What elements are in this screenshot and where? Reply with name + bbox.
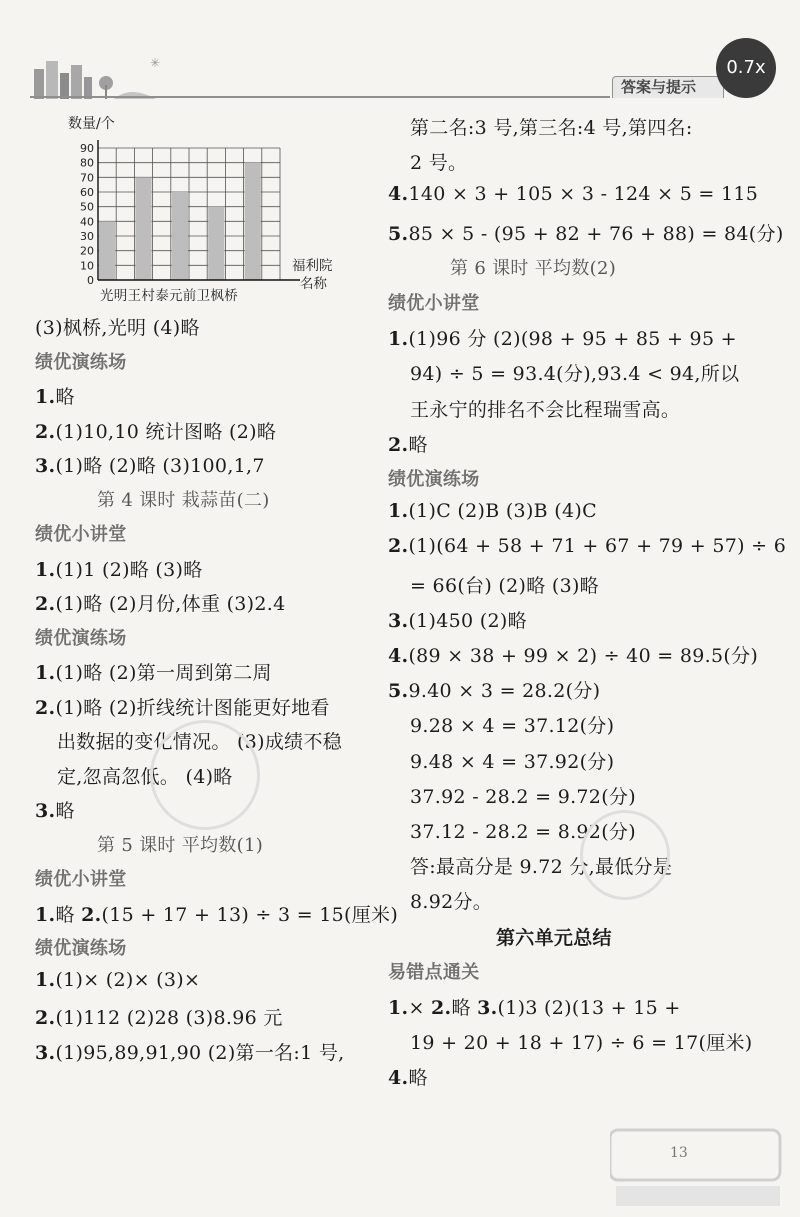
page-header <box>0 0 800 110</box>
item-text: (1)112 (2)28 (3)8.96 元 <box>55 1007 283 1029</box>
answer-continuation <box>410 1028 753 1055</box>
item-text: 略 <box>408 433 428 456</box>
section-heading <box>35 934 127 960</box>
item-number: 2. <box>388 433 409 456</box>
item-text: (1)略 (2)折线统计图能更好地看 <box>55 696 330 719</box>
item-text: 略 <box>408 1067 428 1090</box>
answer-item <box>388 324 737 351</box>
answer-item <box>388 641 758 668</box>
answer-item <box>388 183 758 205</box>
item-text: 略 <box>55 800 75 822</box>
answer-item <box>35 658 272 685</box>
x-axis-label-line2: 名称 <box>300 276 327 292</box>
answer-item <box>35 555 203 582</box>
y-tick-label: 0 <box>87 274 94 287</box>
item-text: 绩优演练场 <box>35 351 127 373</box>
answer-item <box>35 900 398 927</box>
item-text: 出数据的变化情况。 (3)成绩不稳 <box>57 731 343 753</box>
item-text: 易错点通关 <box>388 961 480 983</box>
answer-item <box>388 535 786 557</box>
item-number: 2. <box>431 997 452 1019</box>
item-text: 第二名:3 号,第三名:4 号,第四名: <box>410 117 693 139</box>
item-text: 定,忽高忽低。 (4)略 <box>57 765 233 788</box>
x-category-labels: 光明王村泰元前卫枫桥 <box>100 288 238 304</box>
item-text: (1)(64 + 58 + 71 + 67 + 79 + 57) ÷ 6 <box>408 535 787 558</box>
bar-泰元 <box>172 192 188 280</box>
answer-continuation <box>410 395 680 422</box>
answer-continuation <box>410 148 467 175</box>
y-tick-label: 50 <box>80 200 94 214</box>
item-text: (1)3 (2)(13 + 15 + <box>497 997 681 1019</box>
item-text: (1)96 分 (2)(98 + 95 + 85 + 95 + <box>408 328 737 351</box>
item-text: 略 <box>451 997 478 1019</box>
item-number: 1. <box>388 997 409 1019</box>
bar-王村 <box>135 177 151 280</box>
answer-item <box>35 382 75 409</box>
item-text: 答:最高分是 9.72 分,最低分是 <box>410 856 673 879</box>
answer-continuation <box>410 747 614 774</box>
answer-item <box>388 430 428 457</box>
item-text: (1)略 (2)略 (3)100,1,7 <box>55 455 265 477</box>
answer-item <box>388 219 784 246</box>
section-heading <box>35 520 127 546</box>
item-text: (1)1 (2)略 (3)略 <box>55 558 203 581</box>
item-text: (1)× (2)× (3)× <box>55 968 201 991</box>
section-heading <box>35 865 127 891</box>
item-text: 第 4 课时 栽蒜苗(二) <box>97 489 270 511</box>
item-number: 1. <box>35 662 56 684</box>
answer-item <box>388 500 597 522</box>
y-tick-label: 90 <box>80 142 94 155</box>
page-number: 13 <box>670 1145 688 1161</box>
y-tick-label: 80 <box>80 156 94 170</box>
item-number: 1. <box>388 500 409 523</box>
header-tab: 答案与提示 <box>612 76 724 98</box>
item-number: 2. <box>35 1007 56 1029</box>
lesson-title <box>97 486 270 512</box>
section-heading <box>35 348 127 374</box>
section-heading <box>388 958 480 984</box>
answer-continuation <box>410 571 599 598</box>
item-number: 1. <box>35 386 56 408</box>
watermark-left <box>150 720 260 830</box>
item-text: 绩优演练场 <box>35 627 127 649</box>
item-text: 19 + 20 + 18 + 17) ÷ 6 = 17(厘米) <box>410 1032 753 1055</box>
item-text: 绩优演练场 <box>388 469 480 490</box>
bar-枫桥 <box>245 163 261 280</box>
answer-item <box>35 1038 345 1065</box>
item-number: 4. <box>388 645 409 667</box>
x-axis-label-line1: 福利院 <box>292 258 333 274</box>
bar-前卫 <box>208 207 224 280</box>
item-text: 94) ÷ 5 = 93.4(分),93.4 < 94,所以 <box>410 363 740 386</box>
svg-text:✳: ✳ <box>150 56 160 70</box>
item-number: 3. <box>35 800 56 822</box>
item-text: (1)10,10 统计图略 (2)略 <box>55 420 277 443</box>
item-text: 王永宁的排名不会比程瑞雪高。 <box>410 398 681 421</box>
item-number: 1. <box>388 328 409 351</box>
item-number: 2. <box>81 903 102 926</box>
answer-logo-icon <box>610 1120 785 1210</box>
y-tick-label: 10 <box>80 259 94 273</box>
y-tick-label: 70 <box>80 171 94 185</box>
answer-line <box>35 313 200 340</box>
item-number: 2. <box>35 593 56 615</box>
lesson-title <box>450 254 616 280</box>
item-number: 5. <box>388 222 409 245</box>
item-number: 1. <box>35 903 56 926</box>
item-number: 3. <box>35 1041 56 1064</box>
answer-continuation <box>410 782 636 809</box>
answer-continuation <box>410 113 693 140</box>
item-text: 第六单元总结 <box>496 926 612 949</box>
item-text: (1)450 (2)略 <box>408 609 527 632</box>
answer-item <box>35 451 265 478</box>
answer-item <box>388 606 527 633</box>
item-text: 绩优小讲堂 <box>35 524 127 545</box>
item-text: 2 号。 <box>410 152 468 175</box>
item-text: × <box>408 997 431 1019</box>
item-text: 绩优小讲堂 <box>35 869 127 890</box>
item-text: (3)枫桥,光明 (4)略 <box>35 317 200 339</box>
y-tick-label: 20 <box>80 244 94 258</box>
y-tick-label: 60 <box>80 186 94 199</box>
item-text: (1)C (2)B (3)B (4)C <box>408 500 597 523</box>
item-number: 1. <box>35 558 56 581</box>
watermark-right <box>580 810 670 900</box>
item-text: 略 <box>55 386 75 408</box>
item-number: 3. <box>35 455 56 477</box>
item-text: 9.28 × 4 = 37.12(分) <box>410 715 615 738</box>
section-heading <box>388 289 480 315</box>
item-text: (1)略 (2)月份,体重 (3)2.4 <box>55 593 286 615</box>
item-text: (1)略 (2)第一周到第二周 <box>55 662 272 684</box>
lesson-title <box>97 831 263 857</box>
header-rule <box>30 96 610 98</box>
answer-item <box>388 676 600 703</box>
item-text: 37.92 - 28.2 = 9.72(分) <box>410 785 636 808</box>
answer-item <box>35 589 286 616</box>
item-number: 4. <box>388 183 409 206</box>
city-skyline-icon <box>30 55 160 99</box>
section-heading <box>35 624 127 650</box>
answer-item <box>35 417 276 444</box>
item-number: 3. <box>388 609 409 632</box>
answer-continuation <box>410 711 614 738</box>
item-text: 第 5 课时 平均数(1) <box>97 834 264 856</box>
item-text: 140 × 3 + 105 × 3 - 124 × 5 = 115 <box>408 183 759 206</box>
answer-continuation <box>410 359 739 386</box>
item-number: 4. <box>388 1067 409 1090</box>
section-heading <box>388 465 480 491</box>
zoom-badge[interactable]: 0.7x <box>716 38 776 98</box>
y-axis-label: 数量/个 <box>68 116 115 132</box>
item-text: 8.92分。 <box>410 891 493 914</box>
item-number: 5. <box>388 680 409 703</box>
item-text: 绩优小讲堂 <box>388 293 480 314</box>
item-text: (1)95,89,91,90 (2)第一名:1 号, <box>55 1041 345 1064</box>
answer-item <box>35 796 75 823</box>
item-text: 绩优演练场 <box>35 938 127 959</box>
answer-item <box>35 1003 283 1030</box>
y-tick-label: 30 <box>80 230 94 243</box>
y-tick-label: 40 <box>80 215 94 229</box>
item-number: 3. <box>477 997 498 1019</box>
item-text: 第 6 课时 平均数(2) <box>450 257 617 279</box>
item-number: 2. <box>35 420 56 443</box>
item-number: 1. <box>35 968 56 991</box>
unit-title <box>496 923 612 950</box>
answer-continuation <box>410 887 492 914</box>
answer-item <box>35 693 330 720</box>
item-text: (89 × 38 + 99 × 2) ÷ 40 = 89.5(分) <box>408 645 759 667</box>
item-text: (15 + 17 + 13) ÷ 3 = 15(厘米) <box>101 903 399 926</box>
item-text: 37.12 - 28.2 = 8.92(分) <box>410 821 636 843</box>
item-text: 9.48 × 4 = 37.92(分) <box>410 750 615 773</box>
item-text: 9.40 × 3 = 28.2(分) <box>408 680 601 703</box>
item-text: 略 <box>55 903 82 926</box>
answer-item <box>388 993 681 1020</box>
item-number: 2. <box>388 535 409 558</box>
item-text: = 66(台) (2)略 (3)略 <box>410 574 599 597</box>
item-text: 85 × 5 - (95 + 82 + 76 + 88) = 84(分) <box>408 222 784 245</box>
item-number: 2. <box>35 696 56 719</box>
bar-光明 <box>99 221 115 280</box>
answer-item <box>35 969 200 991</box>
answer-item <box>388 1063 428 1090</box>
bar-chart <box>60 110 360 310</box>
